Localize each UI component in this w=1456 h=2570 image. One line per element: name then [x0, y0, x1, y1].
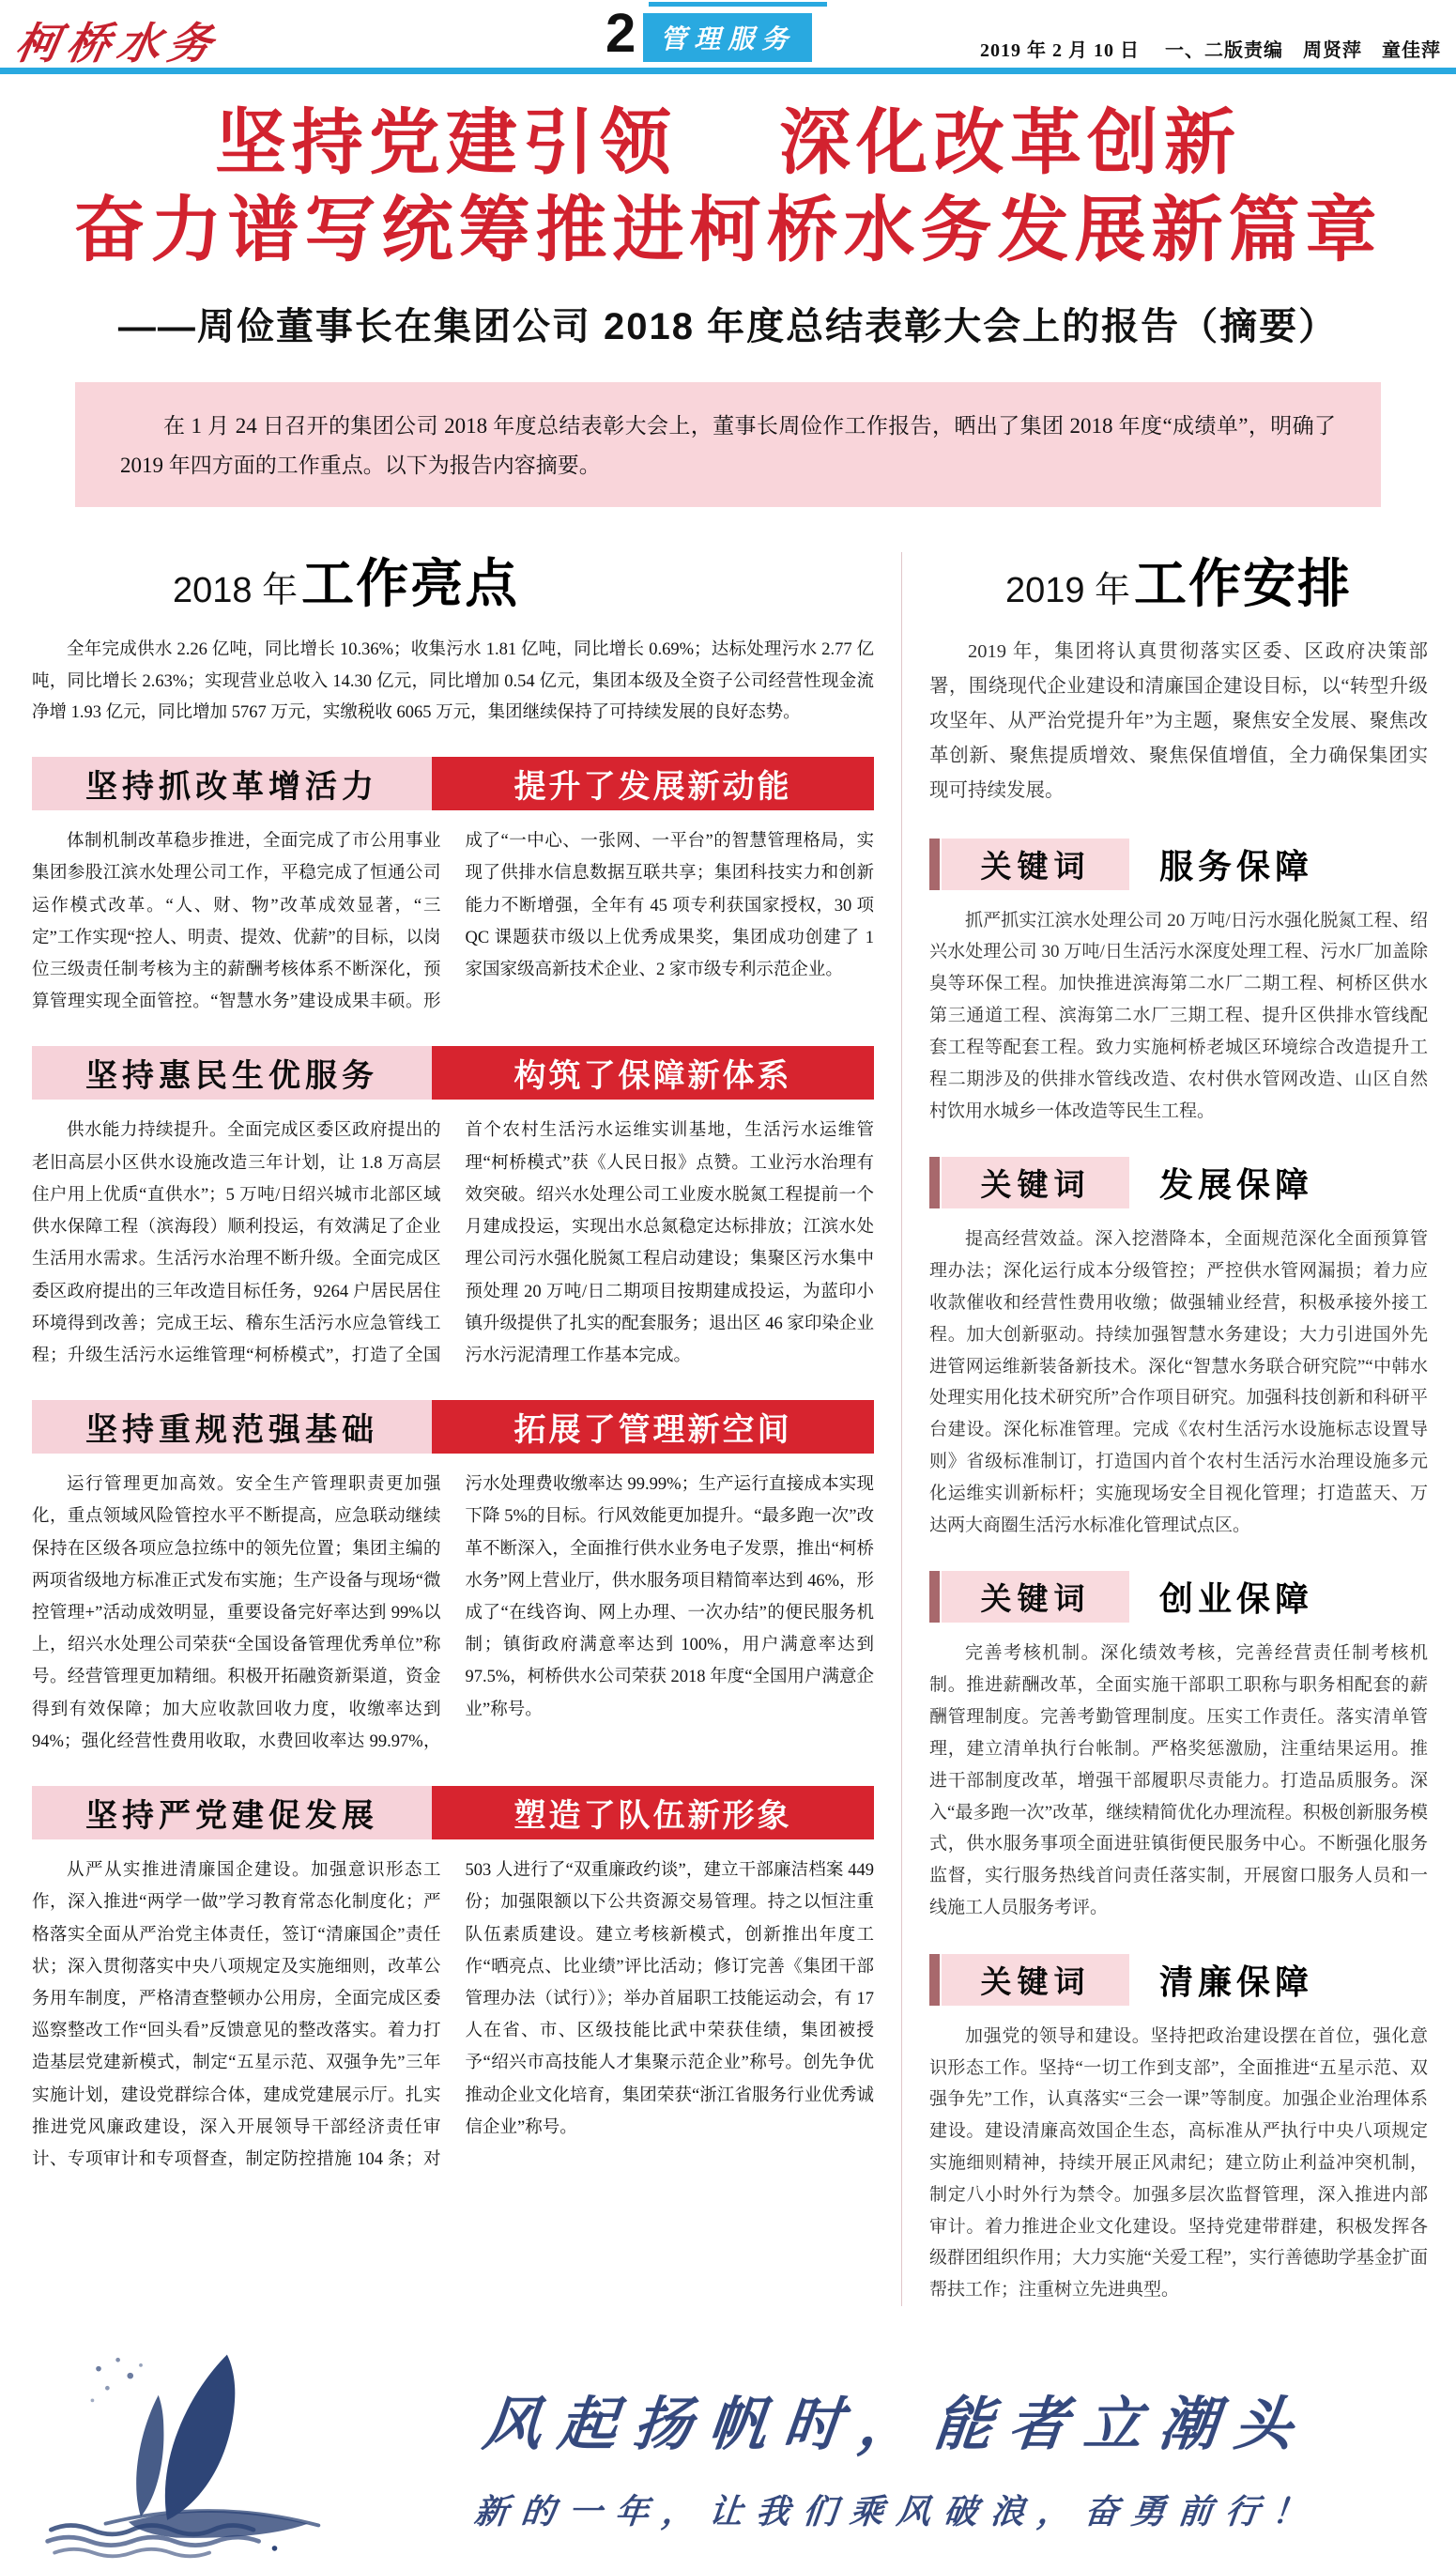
headline — [0, 100, 1456, 274]
main-content — [0, 507, 1456, 2306]
section-header-bar — [32, 1046, 874, 1100]
keyword-section-development — [929, 1157, 1428, 1541]
keyword-rule-mark — [929, 839, 940, 890]
keyword-section-entrepreneurship — [929, 1571, 1428, 1923]
section-body: 供水能力持续提升。全面完成区委区政府提出的老旧高层小区供水设施改造三年计划，让 1.8 万高层住户用上优质“直供水”；5 万吨/日绍兴城市北部区域供水保障工程（滨海段）顺利投运，有效满足了企业生活用水需求。生活污水治理不断升级。全面完成区委区政府提出的三年改造目标任务，9264 户居民居住环境得到改善；完成王坛、稽东生活污水应急管线工程；升级生活污水运维管理“柯桥模式”，打造了全国首个农村生活污水运维实训基地，生活污水运维管理“柯桥模式”获《人民日报》点赞。工业污水治理有效突破。绍兴水处理公司工业废水脱氮工程提前一个月建成投运，实现出水总氮稳定达标排放；江滨水处理公司污水强化脱氮工程启动建设；集聚区污水集中预处理 20 万吨/日二期项目按期建成投运，为蓝印小镇升级提供了扎实的配套服务；退出区 46 家印染企业污水污泥清理工作基本完成。 — [32, 1121, 874, 1365]
left-header-title: 工作亮点 — [301, 554, 520, 614]
page-number: 2 — [605, 3, 636, 64]
section-tag: 坚持抓改革增活力 — [32, 757, 432, 810]
section-reform — [32, 757, 874, 1018]
headline-line2: 奋力谱写统筹推进柯桥水务发展新篇章 — [73, 190, 1383, 270]
keyword-section-integrity — [929, 1954, 1428, 2306]
edition-info — [980, 35, 1441, 62]
masthead-rule — [0, 68, 1456, 74]
keyword-rule-mark — [929, 1571, 940, 1623]
sailboat-icon — [38, 2349, 385, 2561]
section-title: 提升了发展新动能 — [432, 757, 874, 810]
keyword-label: 关键词 — [942, 1157, 1129, 1208]
slogan-sub: 新的一年，让我们乘风破浪，奋勇前行！ — [472, 2491, 1322, 2532]
keyword-section-service — [929, 839, 1428, 1128]
headline-subtitle: ——周俭董事长在集团公司 2018 年度总结表彰大会上的报告（摘要） — [117, 306, 1339, 348]
intro-box: 在 1 月 24 日召开的集团公司 2018 年度总结表彰大会上，董事长周俭作工作报告，晒出了集团 2018 年度“成绩单”，明确了 2019 年四方面的工作重点。以下为报告内容摘要。 — [75, 382, 1381, 507]
column-2018-highlights — [32, 543, 874, 2306]
date-line: 2019 年 2 月 10 日 — [980, 40, 1140, 61]
keyword-header-bar — [929, 839, 1428, 890]
section-title: 拓展了管理新空间 — [432, 1400, 874, 1454]
section-title: 塑造了队伍新形象 — [432, 1786, 874, 1839]
keyword-body: 提高经营效益。深入挖潜降本，全面规范深化全面预算管理办法；深化运行成本分级管控；严控供水管网漏损；着力应收款催收和经营性费用收缴；做强辅业经营，积极承接外接工程。加大创新驱动。持续加强智慧水务建设；大力引进国外先进管网运维新装备新技术。深化“智慧水务联合研究院”“中韩水处理实用化技术研究所”合作项目研究。加强科技创新和科研平台建设。深化标准管理。完成《农村生活污水设施标志设置导则》省级标准制订，打造国内首个农村生活污水治理设施多元化运维实训新标杆；实施现场安全目视化管理；打造蓝天、万达两大商圈生活污水标准化管理试点区。 — [929, 1229, 1428, 1535]
section-tag: 坚持严党建促发展 — [32, 1786, 432, 1839]
keyword-body: 抓严抓实江滨水处理公司 20 万吨/日污水强化脱氮工程、绍兴水处理公司 30 万吨/日生活污水深度处理工程、污水厂加盖除臭等环保工程。加快推进滨海第二水厂二期工程、柯桥区供水第三通道工程、滨海第二水厂三期工程、提升区供排水管线配套工程等配套工程。致力实施柯桥老城区环境综合改造提升工程二期涉及的供排水管线改造、农村供水管网改造、山区自然村饮用水城乡一体改造等民生工程。 — [929, 910, 1428, 1121]
section-badge: 管理服务 — [643, 13, 812, 62]
section-body: 运行管理更加高效。安全生产管理职责更加强化，重点领域风险管控水平不断提高，应急联动继续保持在区级各项应急拉练中的领先位置；集团主编的两项省级地方标准正式发布实施；生产设备与现场“微控管理+”活动成效明显，重要设备完好率达到 99%以上，绍兴水处理公司荣获“全国设备管理优秀单位”称号。经营管理更加精细。积极开拓融资新渠道，资金得到有效保障；加大应收款回收力度，收缴率达到 94%；强化经营性费用收取，水费回收率达 99.97%，污水处理费收缴率达 99.99%；生产运行直接成本实现下降 5%的目标。行风效能更加提升。“最多跑一次”改革不断深入，全面推行供水业务电子发票，推出“柯桥水务”网上营业厅，供水服务项目精简率达到 46%，形成了“在线咨询、网上办理、一次办结”的便民服务机制；镇街政府满意率达到 100%，用户满意率达到 97.5%，柯桥供水公司荣获 2018 年度“全国用户满意企业”称号。 — [32, 1475, 874, 1751]
section-header-bar — [32, 1786, 874, 1839]
slogan-main: 风起扬帆时，能者立潮头 — [480, 2389, 1313, 2458]
keyword-label: 关键词 — [942, 1954, 1129, 2006]
right-lede: 2019 年，集团将认真贯彻落实区委、区政府决策部署，围绕现代企业建设和清廉国企建设目标，以“转型升级攻坚年、从严治党提升年”为主题，聚焦安全发展、聚焦改革创新、聚焦提质增效、聚焦保值增值，全力确保集团实现可持续发展。 — [929, 641, 1428, 801]
masthead — [0, 0, 1456, 68]
keyword-title: 服务保障 — [1159, 846, 1314, 885]
section-body: 体制机制改革稳步推进，全面完成了市公用事业集团参股江滨水处理公司工作，平稳完成了恒通公司运作模式改革。“人、财、物”改革成效显著，“三定”工作实现“控人、明责、提效、优薪”的目标，以岗位三级责任制考核为主的薪酬考核体系不断深化，预算管理实现全面管控。“智慧水务”建设成果丰硕。形成了“一中心、一张网、一平台”的智慧管理格局，实现了供排水信息数据互联共享；集团科技实力和创新能力不断增强，全年有 45 项专利获国家授权，30 项 QC 课题获市级以上优秀成果奖，集团成功创建了 1 家国家级高新技术企业、2 家市级专利示范企业。 — [32, 832, 874, 1012]
keyword-header-bar — [929, 1157, 1428, 1208]
keyword-title: 创业保障 — [1159, 1579, 1314, 1619]
section-header-bar — [32, 1400, 874, 1454]
section-tag: 坚持重规范强基础 — [32, 1400, 432, 1454]
section-header-bar — [32, 757, 874, 810]
section-livelihood — [32, 1046, 874, 1372]
editors-line: 一、二版责编 周贤萍 童佳萍 — [1165, 40, 1441, 61]
keyword-rule-mark — [929, 1954, 940, 2006]
right-column-header — [929, 543, 1428, 618]
keyword-title: 清廉保障 — [1159, 1962, 1314, 2001]
column-2019-plan — [929, 543, 1428, 2306]
keyword-body: 完善考核机制。深化绩效考核，完善经营责任制考核机制。推进薪酬改革，全面实施干部职工职称与职务相配套的薪酬管理制度。完善考勤管理制度。压实工作责任。落实清单管理，建立清单执行台帐制。严格奖惩激励，注重结果运用。推进干部制度改革，增强干部履职尽责能力。打造品质服务。深入“最多跑一次”改革，继续精简优化办理流程。积极创新服务模式，供水服务事项全面进驻镇街便民服务中心。不断强化服务监督，实行服务热线首问责任落实制，开展窗口服务人员和一线施工人员服务考评。 — [929, 1643, 1428, 1917]
section-body: 从严从实推进清廉国企建设。加强意识形态工作，深入推进“两学一做”学习教育常态化制度化；严格落实全面从严治党主体责任，签订“清廉国企”责任状；深入贯彻落实中央八项规定及实施细则，改革公务用车制度，严格清查整顿办公用房，全面完成区委巡察整改工作“回头看”反馈意见的整改落实。着力打造基层党建新模式，制定“五星示范、双强争先”三年实施计划，建设党群综合体，建成党建展示厅。扎实推进党风廉政建设，深入开展领导干部经济责任审计、专项审计和专项督查，制定防控措施 104 条；对 503 人进行了“双重廉政约谈”，建立干部廉洁档案 449 份；加强限额以下公共资源交易管理。持之以恒注重队伍素质建设。建立考核新模式，创新推出年度工作“晒亮点、比业绩”评比活动；修订完善《集团干部管理办法（试行）》；举办首届职工技能运动会，有 17 人在省、市、区级技能比武中荣获佳绩，集团被授予“绍兴市高技能人才集聚示范企业”称号。创先争优推动企业文化培育，集团荣获“浙江省服务行业优秀诚信企业”称号。 — [32, 1861, 874, 2170]
keyword-label: 关键词 — [942, 1571, 1129, 1623]
left-lede: 全年完成供水 2.26 亿吨，同比增长 10.36%；收集污水 1.81 亿吨，同比增长 0.69%；达标处理污水 2.77 亿吨，同比增长 2.63%；实现营业总收入 14.30 亿元，同比增加 0.54 亿元，集团本级及全资子公司经营性现金流净增 1.93 亿元，同比增加 5767 万元，实缴税收 6065 万元，集团继续保持了可持续发展的良好态势。 — [32, 640, 874, 722]
keyword-title: 发展保障 — [1159, 1165, 1314, 1205]
left-column-header — [32, 543, 874, 618]
section-party-building — [32, 1786, 874, 2176]
page-block — [605, 2, 812, 64]
column-divider — [901, 552, 902, 2306]
keyword-label: 关键词 — [942, 839, 1129, 890]
right-header-title: 工作安排 — [1134, 554, 1353, 614]
left-header-year: 2018 年 — [173, 571, 299, 611]
keyword-header-bar — [929, 1571, 1428, 1623]
masthead-logo: 柯桥水务 — [11, 18, 224, 69]
keyword-header-bar — [929, 1954, 1428, 2006]
section-standards — [32, 1400, 874, 1758]
footer-slogans — [385, 2378, 1409, 2533]
badge-topline — [649, 2, 827, 7]
right-header-year: 2019 年 — [1004, 571, 1131, 611]
section-title: 构筑了保障新体系 — [432, 1046, 874, 1100]
headline-line1: 坚持党建引领 深化改革创新 — [214, 103, 1242, 183]
footer-banner — [0, 2332, 1456, 2570]
section-tag: 坚持惠民生优服务 — [32, 1046, 432, 1100]
keyword-body: 加强党的领导和建设。坚持把政治建设摆在首位，强化意识形态工作。坚持“一切工作到支部”，全面推进“五星示范、双强争先”工作，认真落实“三会一课”等制度。加强企业治理体系建设。建设清廉高效国企生态，高标准从严执行中央八项规定实施细则精神，持续开展正风肃纪；建立防止利益冲突机制，制定八小时外行为禁令。加强多层次监督管理，深入推进内部审计。着力推进企业文化建设。坚持党建带群建，积极发挥各级群团组织作用；大力实施“关爱工程”，实行善德助学基金扩面帮扶工作；注重树立先进典型。 — [929, 2025, 1428, 2301]
keyword-rule-mark — [929, 1157, 940, 1208]
